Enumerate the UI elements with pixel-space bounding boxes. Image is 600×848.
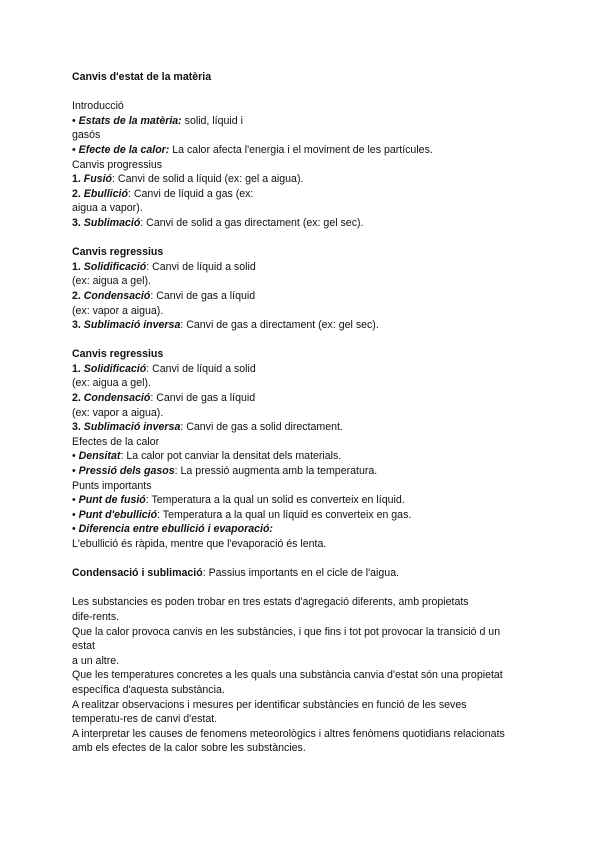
regressius1-item-4: (ex: vapor a aigua). xyxy=(72,304,164,317)
regressius1-item-2: (ex: aigua a gel). xyxy=(72,275,151,288)
paragraph-line: a un altre. xyxy=(72,654,120,667)
regressius2-item-4: (ex: vapor a aigua). xyxy=(72,406,164,419)
paragraph-line: dife-rents. xyxy=(72,610,120,623)
term: Estats de la matèria: xyxy=(78,114,182,127)
spacer xyxy=(72,85,542,100)
num: 1. xyxy=(72,260,84,273)
spacer xyxy=(72,333,542,348)
progressius-item-3: aigua a vapor). xyxy=(72,202,143,215)
progressius-item-4 xyxy=(72,216,542,231)
regressius2-item-3 xyxy=(72,391,542,406)
term: Densitat xyxy=(78,450,121,463)
spacer xyxy=(72,581,542,596)
bullet: • xyxy=(72,508,79,521)
section-heading-punts: Punts importants xyxy=(72,479,152,492)
progressius-item-1 xyxy=(72,172,542,187)
document-body xyxy=(72,70,542,756)
text: : La calor pot canviar la densitat dels materials. xyxy=(120,450,342,463)
regressius1-item-1 xyxy=(72,260,542,275)
term: Sublimació inversa xyxy=(83,421,181,434)
paragraph-line: temperatu-res de canvi d'estat. xyxy=(72,713,218,726)
term: Condensació xyxy=(83,392,151,405)
text: : Passius importants en el cicle de l'aigua. xyxy=(202,567,400,580)
regressius1-item-3 xyxy=(72,289,542,304)
paragraph-line: Que la calor provoca canvis en les substàncies, i que fins i tot pot provocar la transició d un xyxy=(72,625,501,638)
term: Condensació xyxy=(83,289,151,302)
intro-item-1 xyxy=(72,114,542,129)
punts-item-4: L'ebullició és ràpida, mentre que l'evaporació és lenta. xyxy=(72,538,327,550)
term: Punt d'ebullició xyxy=(78,508,158,521)
spacer xyxy=(72,231,542,246)
punts-item-1 xyxy=(72,493,542,508)
term: Efecte de la calor: xyxy=(78,143,170,156)
text: : Canvi de gas a solid directament. xyxy=(180,421,343,434)
spacer xyxy=(72,552,542,567)
efectes-item-1 xyxy=(72,449,542,464)
text: : Temperatura a la qual un líquid es converteix en gas. xyxy=(157,508,412,521)
bullet: • xyxy=(72,523,79,536)
paragraph-line: A interpretar les causes de fenomens meteorològics i altres fenòmens quotidians relacionats xyxy=(72,727,505,740)
document-title: Canvis d'estat de la matèria xyxy=(72,71,212,83)
term: Solidificació xyxy=(83,260,147,273)
paragraph-line: A realitzar observacions i mesures per identificar substàncies en funció de les seves xyxy=(72,698,467,711)
section-heading-regressius-1: Canvis regressius xyxy=(72,246,164,259)
paragraph-line: estat xyxy=(72,640,95,653)
regressius1-item-5 xyxy=(72,318,542,333)
num: 2. xyxy=(72,187,84,200)
punts-item-3 xyxy=(72,522,542,537)
term: Ebullició xyxy=(83,187,128,200)
progressius-item-2 xyxy=(72,187,542,202)
section-heading-progressius: Canvis progressius xyxy=(72,158,163,171)
term: Pressió dels gasos xyxy=(78,465,175,478)
paragraph-line: Les substancies es poden trobar en tres estats d'agregació diferents, amb propietats xyxy=(72,596,469,609)
regressius2-item-1 xyxy=(72,362,542,377)
intro-item-2: gasós xyxy=(72,129,101,142)
bullet: • xyxy=(72,450,79,463)
term: Fusió xyxy=(83,173,113,186)
text: La calor afecta l'energia i el moviment de les partícules. xyxy=(169,143,433,156)
term: Diferencia entre ebullició i evaporació: xyxy=(78,523,273,536)
num: 3. xyxy=(72,421,84,434)
paragraph-line: específica d'aquesta substància. xyxy=(72,683,225,696)
term: Sublimació xyxy=(83,216,141,229)
efectes-item-2 xyxy=(72,464,542,479)
text: : Canvi de solid a gas directament (ex: gel sec). xyxy=(140,216,364,229)
text: : Temperatura a la qual un solid es converteix en líquid. xyxy=(145,494,405,507)
num: 1. xyxy=(72,362,84,375)
text: : Canvi de líquid a solid xyxy=(146,362,256,375)
text: : Canvi de gas a líquid xyxy=(150,289,256,302)
regressius2-item-5 xyxy=(72,420,542,435)
text: : Canvi de líquid a gas (ex: xyxy=(127,187,254,200)
bullet: • xyxy=(72,494,79,507)
term: Condensació i sublimació xyxy=(72,567,203,580)
num: 2. xyxy=(72,289,84,302)
text: : Canvi de líquid a solid xyxy=(146,260,256,273)
term: Sublimació inversa xyxy=(83,319,181,332)
term: Punt de fusió xyxy=(78,494,146,507)
text: : La pressió augmenta amb la temperatura. xyxy=(174,465,378,478)
num: 2. xyxy=(72,392,84,405)
section-heading-regressius-2: Canvis regressius xyxy=(72,348,164,361)
bullet: • xyxy=(72,465,79,478)
num: 1. xyxy=(72,173,84,186)
section-heading-intro: Introducció xyxy=(72,100,124,113)
num: 3. xyxy=(72,319,84,332)
bullet: • xyxy=(72,143,79,156)
text: solid, líquid i xyxy=(181,114,243,127)
bullet: • xyxy=(72,114,79,127)
num: 3. xyxy=(72,216,84,229)
regressius2-item-2: (ex: aigua a gel). xyxy=(72,377,151,390)
paragraph-line: Que les temperatures concretes a les quals una substància canvia d'estat són una propietat xyxy=(72,669,503,682)
intro-item-3 xyxy=(72,143,542,158)
punts-item-2 xyxy=(72,508,542,523)
text: : Canvi de gas a directament (ex: gel sec). xyxy=(180,319,379,332)
term: Solidificació xyxy=(83,362,147,375)
condensacio-line xyxy=(72,566,542,581)
text: : Canvi de solid a líquid (ex: gel a aigua). xyxy=(112,173,304,186)
text: : Canvi de gas a líquid xyxy=(150,392,256,405)
section-heading-efectes: Efectes de la calor xyxy=(72,435,160,448)
paragraph-line: amb els efectes de la calor sobre les substàncies. xyxy=(72,742,306,755)
